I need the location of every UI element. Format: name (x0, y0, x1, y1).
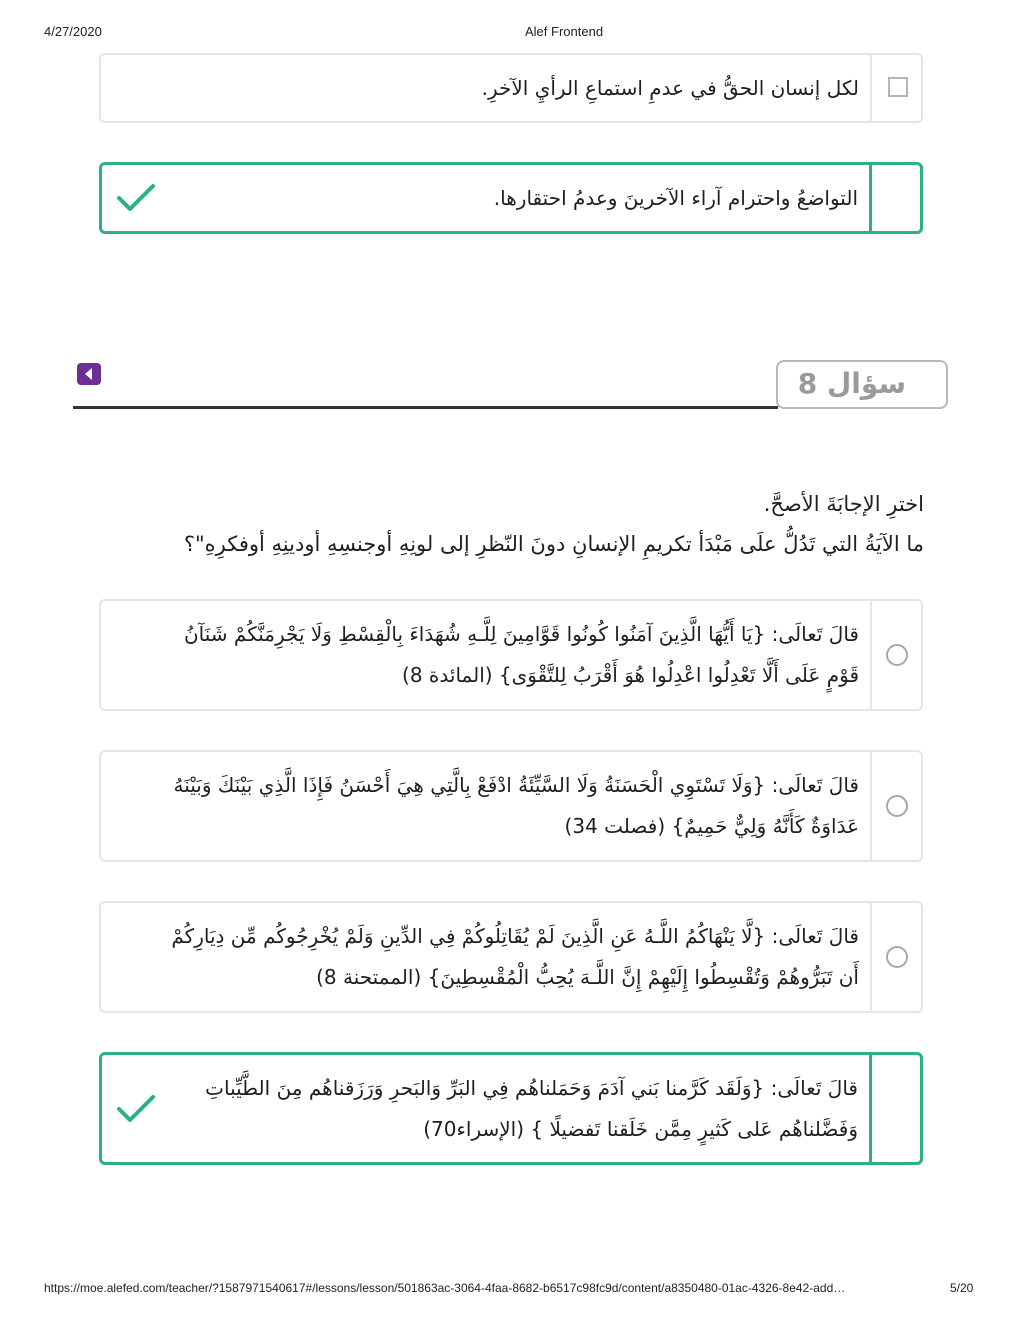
answer-option[interactable] (99, 901, 923, 1013)
answer-option-correct[interactable] (99, 1052, 923, 1165)
option-text: التواضعُ واحترام آراء الآخرينَ وعدمُ احتقارها. (493, 185, 858, 210)
question-instruction: اخترِ الإجابَةَ الأصحَّ. (763, 492, 924, 516)
option-text: قالَ تَعالَى: {يَا أَيُّهَا الَّذِينَ آمَنُوا كُونُوا قَوَّامِينَ لِلَّـهِ شُهَدَاءَ بِالْقِسْطِ وَلَا يَجْرِمَنَّكُمْ شَنَآنُ قَوْمٍ عَلَى أَلَّا تَعْدِلُوا اعْدِلُوا هُوَ أَقْرَبُ لِلتَّقْوَى} (المائدة 8) (183, 622, 859, 687)
print-title: Alef Frontend (525, 24, 604, 39)
caret-left-icon (84, 368, 94, 380)
option-radio[interactable] (886, 644, 908, 666)
page-number: 5/20 (950, 1281, 974, 1295)
check-icon (116, 181, 156, 215)
option-text: قالَ تَعالَى: {لَّا يَنْهَاكُمُ اللَّـهُ عَنِ الَّذِينَ لَمْ يُقَاتِلُوكُمْ فِي الدِّينِ وَلَمْ يُخْرِجُوكُم مِّن دِيَارِكُمْ أَن تَبَرُّوهُمْ وَتُقْسِطُوا إِلَيْهِمْ إِنَّ اللَّـهَ يُحِبُّ الْمُقْسِطِينَ} (الممتحنة 8) (171, 924, 859, 989)
option-card-correct[interactable] (99, 162, 923, 234)
question-prompt: ما الآيَةُ التي تَدُلُّ علَى مَبْدَأ تكريمِ الإنسانِ دونَ النّظرِ إلى لونِهِ أوجنسِهِ أودينِهِ أوفكرِهِ"؟ (183, 532, 924, 556)
option-radio[interactable] (886, 946, 908, 968)
back-button[interactable] (77, 363, 101, 385)
option-checkbox[interactable] (888, 77, 908, 97)
option-card[interactable] (99, 53, 923, 123)
option-text: لكل إنسان الحقُّ في عدمِ استماعِ الرأيِ الآخرِ. (481, 75, 859, 100)
check-icon (116, 1092, 156, 1126)
answer-option[interactable] (99, 599, 923, 711)
print-date: 4/27/2020 (44, 24, 102, 39)
print-url: https://moe.alefed.com/teacher/?1587971540617#/lessons/lesson/501863ac-3064-4faa-8682-b6517c98fc9d/content/a8350480-01ac-4326-8e42-add… (44, 1281, 846, 1295)
option-text: قالَ تَعالَى: {وَلَا تَسْتَوِي الْحَسَنَةُ وَلَا السَّيِّئَةُ ادْفَعْ بِالَّتِي هِيَ أَحْسَنُ فَإِذَا الَّذِي بَيْنَكَ وَبَيْنَهُ عَدَاوَةٌ كَأَنَّهُ وَلِيٌّ حَمِيمٌ} (فصلت 34) (173, 773, 859, 838)
answer-option[interactable] (99, 750, 923, 862)
question-divider (73, 406, 778, 409)
option-radio[interactable] (886, 795, 908, 817)
option-text: قالَ تَعالَى: {وَلَقَد كَرَّمنا بَني آدَمَ وَحَمَلناهُم فِي البَرِّ وَالبَحرِ وَرَزَقناهُم مِنَ الطَّيِّباتِ وَفَضَّلناهُم عَلى كَثيرٍ مِمَّن خَلَقنا تَفضيلًا } (الإسراء70) (205, 1075, 858, 1141)
question-number: سؤال 8 (776, 360, 948, 409)
